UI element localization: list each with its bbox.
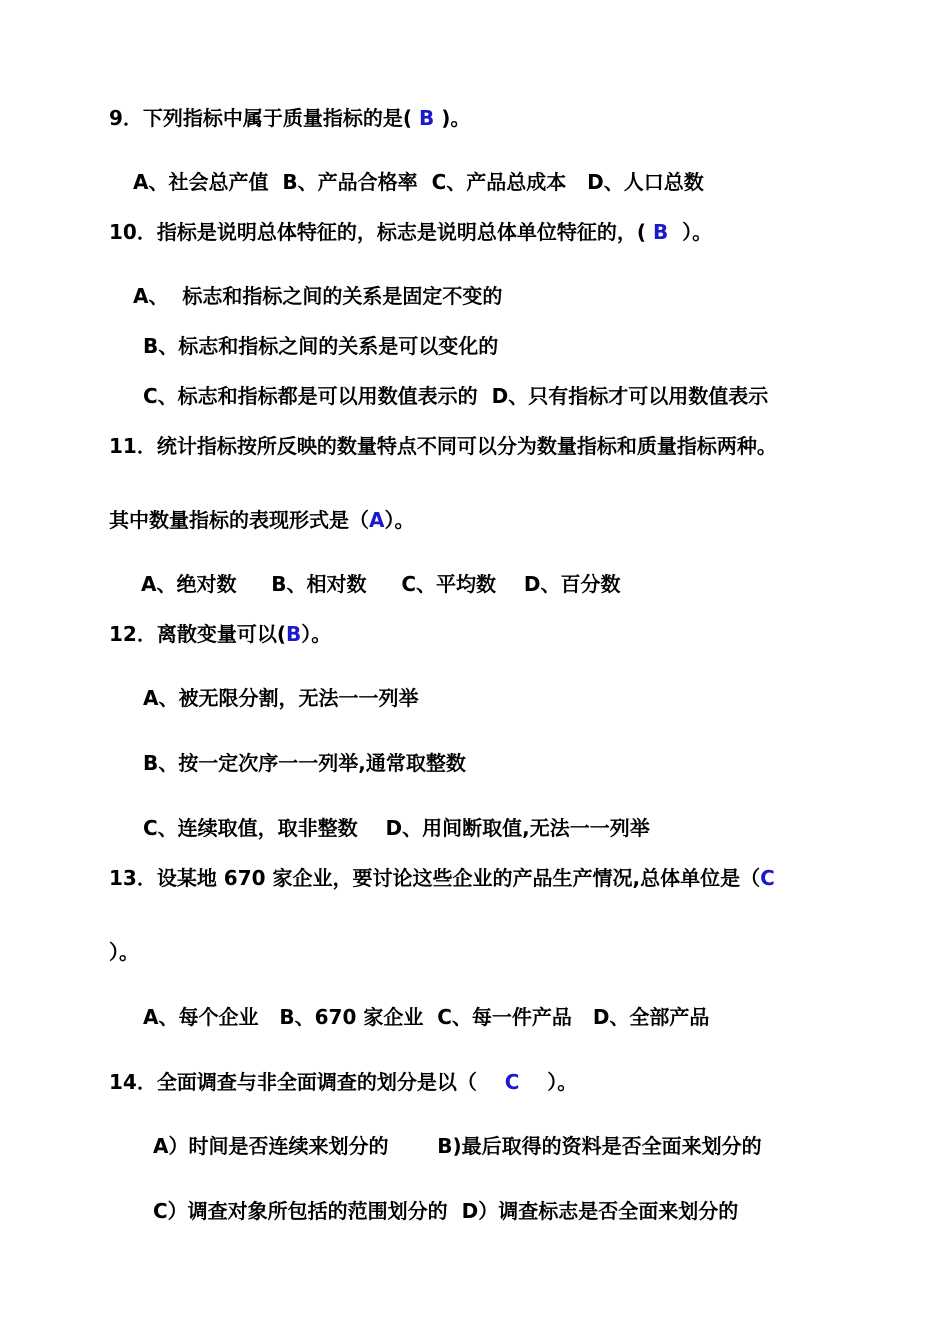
question-9-text-end: )。 bbox=[434, 106, 471, 130]
question-13-stem-end: ）。 bbox=[109, 940, 139, 964]
question-12-text-end: ）。 bbox=[301, 622, 332, 646]
question-11-text: 统计指标按所反映的数量特点不同可以分为数量指标和质量指标两种。 bbox=[156, 434, 777, 458]
question-10-option-a: A、 标志和指标之间的关系是固定不变的 bbox=[133, 284, 503, 308]
question-13-number: 13． bbox=[109, 866, 157, 890]
question-10-answer: B bbox=[652, 220, 669, 244]
question-11-number: 11． bbox=[109, 434, 157, 458]
question-12-option-a: A、被无限分割，无法一一列举 bbox=[143, 686, 419, 710]
question-9-number: 9． bbox=[109, 106, 143, 130]
question-14-stem bbox=[109, 1070, 577, 1094]
question-12-option-b: B、按一定次序一一列举,通常取整数 bbox=[143, 751, 466, 775]
question-14-text: 全面调查与非全面调查的划分是以（ bbox=[156, 1070, 505, 1094]
question-12-answer: B bbox=[285, 622, 302, 646]
question-13-options: A、每个企业 B、670 家企业 C、每一件产品 D、全部产品 bbox=[143, 1005, 710, 1029]
question-10-text-end: ）。 bbox=[668, 220, 713, 244]
question-9-text: 下列指标中属于质量指标的是( bbox=[142, 106, 420, 130]
question-14-text-end: ）。 bbox=[519, 1070, 578, 1094]
question-13-answer: C bbox=[760, 866, 775, 890]
question-12-stem bbox=[109, 622, 331, 646]
question-11-answer: A bbox=[369, 508, 385, 532]
question-11-text-end: ）。 bbox=[384, 508, 415, 532]
question-11-options: A、绝对数 B、相对数 C、平均数 D、百分数 bbox=[141, 572, 621, 596]
question-9-stem bbox=[109, 106, 470, 130]
question-10-stem bbox=[109, 220, 712, 244]
question-9-answer: B bbox=[419, 106, 435, 130]
question-14-options-ab: A）时间是否连续来划分的 B)最后取得的资料是否全面来划分的 bbox=[153, 1134, 762, 1158]
question-12-option-cd: C、连续取值，取非整数 D、用间断取值,无法一一列举 bbox=[143, 816, 650, 840]
question-12-number: 12． bbox=[109, 622, 157, 646]
question-12-text: 离散变量可以( bbox=[156, 622, 286, 646]
question-11-stem-cont bbox=[109, 508, 414, 532]
question-10-number: 10． bbox=[109, 220, 157, 244]
question-14-number: 14． bbox=[109, 1070, 157, 1094]
question-14-answer: C bbox=[504, 1070, 520, 1094]
question-13-text: 设某地 670 家企业，要讨论这些企业的产品生产情况,总体单位是（ bbox=[156, 866, 761, 890]
question-13-stem bbox=[109, 866, 775, 890]
question-11-text-2: 其中数量指标的表现形式是（ bbox=[109, 508, 369, 532]
question-10-option-cd: C、标志和指标都是可以用数值表示的 D、只有指标才可以用数值表示 bbox=[143, 384, 769, 408]
question-14-options-cd: C）调查对象所包括的范围划分的 D）调查标志是否全面来划分的 bbox=[153, 1199, 739, 1223]
question-9-options: A、社会总产值 B、产品合格率 C、产品总成本 D、人口总数 bbox=[133, 170, 704, 194]
question-11-stem bbox=[109, 434, 777, 458]
question-10-option-b: B、标志和指标之间的关系是可以变化的 bbox=[143, 334, 499, 358]
question-10-text: 指标是说明总体特征的，标志是说明总体单位特征的，( bbox=[156, 220, 653, 244]
